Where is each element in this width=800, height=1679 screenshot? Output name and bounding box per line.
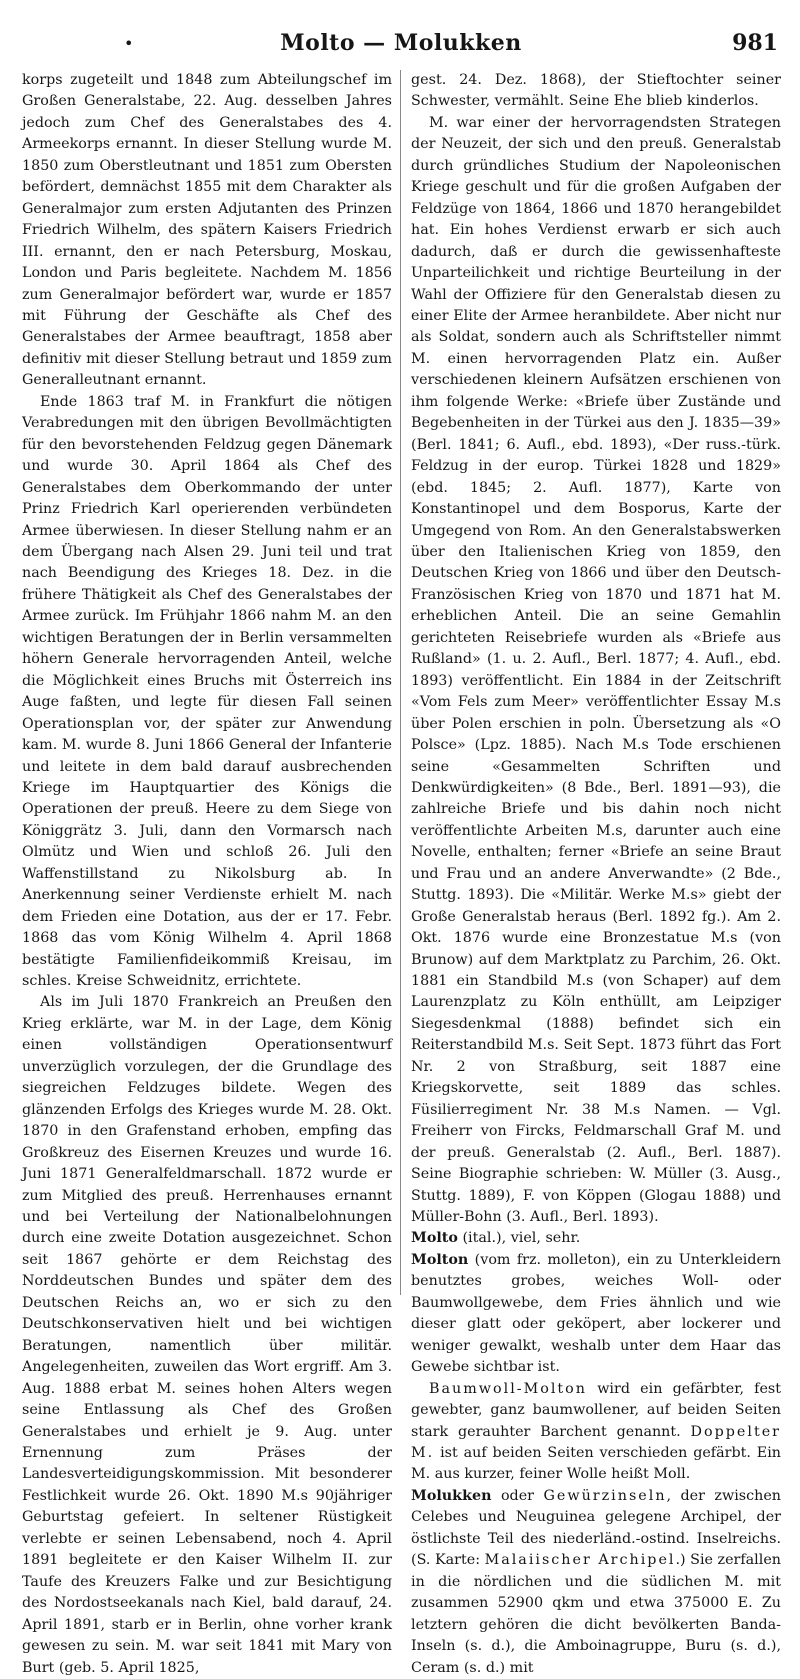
entry-molton-text: (vom frz. molleton), ein zu Unterkleidern benutztes grobes, weiches Woll- oder Baumwollgewebe, dem Fries ähnlich und wie dieser glatt oder geköpert, aber lockerer und weniger gewalkt, weshalb unter dem Haar das Gewebe sichtbar ist. <box>411 1251 782 1376</box>
term-gewuerzinseln: Gewürzinseln <box>543 1487 667 1504</box>
left-column <box>22 70 392 1676</box>
left-paragraph-2: Ende 1863 traf M. in Frankfurt die nötigen Verabredungen mit den übrigen Bevollmächtigten für den bevorstehenden Feldzug gegen Dänemark und wurde 30. April 1864 als Chef des Generalstabes dem Oberkommando der unter Prinz Friedrich Karl operierenden verbündeten Armee überwiesen. In dieser Stellung nahm er an dem Übergang nach Alsen 29. Juni teil und trat nach Beendigung des Krieges 18. Dez. in die frühere Thätigkeit als Chef des Generalstabes der Armee zurück. Im Frühjahr 1866 nahm M. an den wichtigen Beratungen der in Berlin versammelten höhern Generale hervorragenden Anteil, welche die Möglichkeit eines Bruchs mit Österreich ins Auge faßten, und legte für diesen Fall seinen Operationsplan vor, der später zur Anwendung kam. M. wurde 8. Juni 1866 General der Infanterie und leitete in dem bald darauf ausbrechenden Kriege im Hauptquartier des Königs die Operationen der preuß. Heere zu dem Siege von Königgrätz 3. Juli, dann den Vormarsch nach Olmütz und Wien und schloß 26. Juli den Waffenstillstand zu Nikolsburg ab. In Anerkennung seiner Verdienste erhielt M. nach dem Frieden eine Dotation, aus der er 17. Febr. 1868 das vom König Wilhelm 4. April 1868 bestätigte Familienfideikommiß Kreisau, im schles. Kreise Schweidnitz, errichtete. <box>22 393 392 990</box>
term-baumwoll-molton: Baumwoll-Molton <box>429 1380 587 1397</box>
entry-baumwoll-text: wird ein gefärbter, fest gewebter, ganz baumwollener, auf beiden Seiten stark gerauhter Barchent genannt. <box>411 1380 782 1440</box>
headword-molton: Molton <box>411 1251 469 1268</box>
entry-doppelter-text: ist auf beiden Seiten verschieden gefärbt. Ein M. aus kurzer, feiner Wolle heißt Moll. <box>411 1445 781 1483</box>
entry-molto-text: (ital.), viel, sehr. <box>462 1230 581 1247</box>
page-header <box>22 30 780 60</box>
entry-molukken <box>411 1486 781 1679</box>
left-paragraph-1: korps zugeteilt und 1848 zum Abteilungschef im Großen Generalstabe, 22. Aug. desselben Jahres jedoch zum Chef des Generalstabes des 4. Armeekorps ernannt. In dieser Stellung wurde M. 1850 zum Oberstleutnant und 1851 zum Obersten befördert, demnächst 1855 mit dem Charakter als Generalmajor zum ersten Adjutanten des Prinzen Friedrich Wilhelm, des spätern Kaisers Friedrich III. ernannt, den er nach Petersburg, Moskau, London und Paris begleitete. Nachdem M. 1856 zum Generalmajor befördert war, wurde er 1857 mit Führung der Geschäfte als Chef des Generalstabes der Armee beauftragt, 1858 aber definitiv mit dieser Stellung betraut und 1859 zum Generalleutnant ernannt. <box>22 72 392 389</box>
headword-molukken: Molukken <box>411 1487 492 1504</box>
header-bullet: • <box>124 34 134 53</box>
column-divider <box>400 70 401 1295</box>
left-paragraph-3: Als im Juli 1870 Frankreich an Preußen den Krieg erklärte, war M. in der Lage, dem König einen vollständigen Operationsentwurf unverzüglich vorzulegen, der die Grundlage des siegreichen Feldzuges bildete. Wegen des glänzenden Erfolgs des Krieges wurde M. 28. Okt. 1870 in den Grafenstand erhoben, empfing das Großkreuz des Eisernen Kreuzes und wurde 16. Juni 1871 Generalfeldmarschall. 1872 wurde er zum Mitglied des preuß. Herrenhauses ernannt und bei Verteilung der Nationalbelohnungen durch eine zweite Dotation ausgezeichnet. Schon seit 1867 gehörte er dem Reichstag des Norddeutschen Bundes und später dem des Deutschen Reichs an, wo er sich zu den Deutschkonservativen hielt und bei wichtigen Beratungen, namentlich über militär. Angelegenheiten, zuweilen das Wort ergriff. Am 3. Aug. 1888 erbat M. seines hohen Alters wegen seine Entlassung als Chef des Großen Generalstabes und erhielt je 9. Aug. unter Ernennung zum Präses der Landesverteidigungskommission. Mit besonderer Festlichkeit wurde 26. Okt. 1890 M.s 90jähriger Geburtstag gefeiert. In seltener Rüstigkeit verlebte er seinen Lebensabend, noch 4. April 1891 begleitete er den Kaiser Wilhelm II. zur Taufe des Kreuzers Falke und zur Besichtigung des Nordostseekanals nach Kiel, bald darauf, 24. April 1891, starb er in Berlin, ohne vorher krank gewesen zu sein. M. war seit 1841 mit Mary von Burt (geb. 5. April 1825, <box>22 994 392 1676</box>
right-column <box>411 70 782 1676</box>
term-doppelter-m: Doppelter M. <box>411 1423 781 1461</box>
headword-molto: Molto <box>411 1230 458 1247</box>
right-paragraph-1: gest. 24. Dez. 1868), der Stieftochter seiner Schwester, vermählt. Seine Ehe blieb kinderlos. <box>411 72 781 110</box>
entry-molukken-text-a: oder <box>500 1487 535 1504</box>
entry-molto <box>411 1228 781 1249</box>
map-reference-malaiischer-archipel: Malaiischer Archipel <box>484 1552 676 1569</box>
right-paragraph-2: M. war einer der hervorragendsten Strategen der Neuzeit, der sich und den preuß. Generalstab durch gründliches Studium der Napoleonischen Kriege geschult und für die großen Aufgaben der Feldzüge von 1864, 1866 und 1870 herangebildet hat. Ein hohes Verdienst erwarb er sich auch dadurch, daß er durch die gewissenhafteste Unparteilichkeit und richtige Beurteilung in der Wahl der Offiziere für den Generalstab diesen zu einer Elite der Armee heranbildete. Aber nicht nur als Soldat, sondern auch als Schriftsteller nimmt M. einen hervorragenden Platz ein. Außer verschiedenen kleinern Aufsätzen erschienen von ihm folgende Werke: «Briefe über Zustände und Begebenheiten in der Türkei aus den J. 1835—39» (Berl. 1841; 6. Aufl., ebd. 1893), «Der russ.-türk. Feldzug in der europ. Türkei 1828 und 1829» (ebd. 1845; 2. Aufl. 1877), Karte von Konstantinopel und dem Bosporus, Karte der Umgegend von Rom. An den Generalstabswerken über den Italienischen Krieg von 1859, den Deutschen Krieg von 1866 und über den Deutsch-Französischen Krieg von 1870 und 1871 hat M. erheblichen Anteil. Die an seine Gemahlin gerichteten Reisebriefe wurden als «Briefe aus Rußland» (1. u. 2. Aufl., Berl. 1877; 4. Aufl., ebd. 1893) veröffentlicht. Ein 1884 in der Zeitschrift «Vom Fels zum Meer» veröffentlichter Essay M.s über Polen erschien in poln. Übersetzung als «O Polsce» (Lpz. 1885). Nach M.s Tode erschienen seine «Gesammelten Schriften und Denkwürdigkeiten» (8 Bde., Berl. 1891—93), die zahlreiche Briefe und bis dahin noch nicht veröffentlichte Arbeiten M.s, darunter auch eine Novelle, enthalten; ferner «Briefe an seine Braut und Frau und an andere Anverwandte» (2 Bde., Stuttg. 1893). Die «Militär. Werke M.s» giebt der Große Generalstab heraus (Berl. 1892 fg.). Am 2. Okt. 1876 wurde eine Bronzestatue M.s (von Brunow) auf dem Marktplatz zu Parchim, 26. Okt. 1881 ein Standbild M.s (von Schaper) auf dem Laurenzplatz zu Köln enthüllt, am Leipziger Siegesdenkmal (1888) befindet sich ein Reiterstandbild M.s. Seit Sept. 1873 führt das Fort Nr. 2 von Straßburg, seit 1887 eine Kriegskorvette, seit 1889 das schles. Füsilierregiment Nr. 38 M.s Namen. — Vgl. Freiherr von Fircks, Feldmarschall Graf M. und der preuß. Generalstab (2. Aufl., Berl. 1887). Seine Biographie schrieben: W. Müller (3. Ausg., Stuttg. 1889), F. von Köppen (Glogau 1888) und Müller-Bohn (3. Aufl., Berl. 1893). <box>411 114 781 1226</box>
entry-molukken-text-b: , der zwischen Celebes und Neuguinea gelegene Archipel, der östlichste Teil des niederländ.-ostind. Inselreichs. (S. Karte: <box>411 1487 781 1569</box>
entry-baumwoll-molton <box>411 1379 781 1486</box>
page-number: 981 <box>732 30 778 56</box>
entry-molton <box>411 1250 781 1379</box>
running-head: Molto — Molukken <box>280 30 522 56</box>
entry-molukken-text-c: .) Sie zerfallen in die nördlichen und die südlichen M. mit zusammen 52900 qkm und etwa 375000 E. Zu letztern gehören die dicht bevölkerten Banda-Inseln (s. d.), die Amboinagruppe, Buru (s. d.), Ceram (s. d.) mit <box>411 1552 781 1676</box>
